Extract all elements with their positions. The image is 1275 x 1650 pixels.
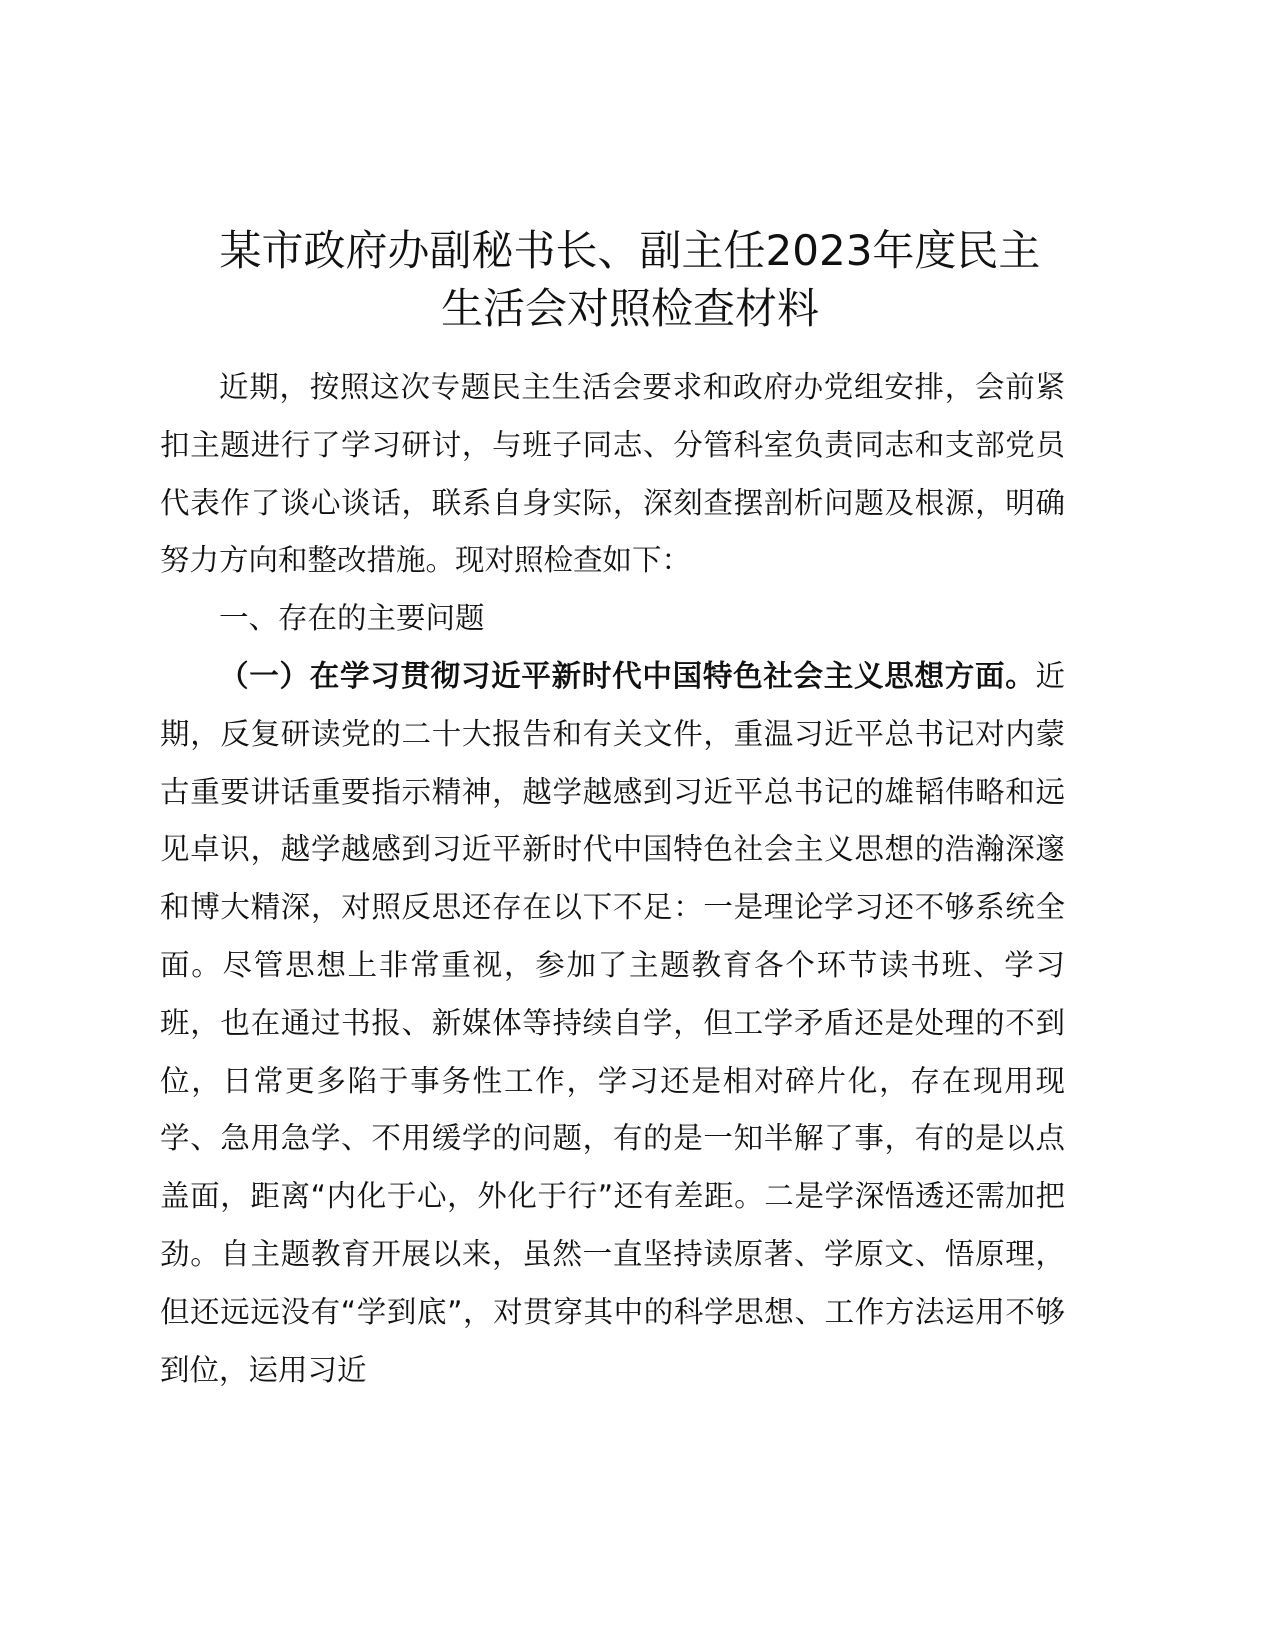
title-line-2: 生活会对照检查材料	[440, 284, 819, 333]
intro-paragraph: 近期，按照这次专题民主生活会要求和政府办党组安排，会前紧扣主题进行了学习研讨，与班子同志、分管科室负责同志和支部党员代表作了谈心谈话，联系自身实际，深刻查摆剖析问题及根源，明确努力方向和整改措施。现对照检查如下：	[160, 370, 1065, 578]
document-body	[160, 359, 1065, 1399]
section-heading: 一、存在的主要问题	[219, 601, 485, 636]
subsection-paragraph	[160, 648, 1065, 1399]
title-line-1: 某市政府办副秘书长、副主任2023年度民主	[219, 226, 1041, 275]
subsection-heading: （一）在学习贯彻习近平新时代中国特色社会主义思想方面。	[219, 658, 1036, 693]
document-title	[140, 222, 1120, 338]
subsection-body: 近期，反复研读党的二十大报告和有关文件，重温习近平总书记对内蒙古重要讲话重要指示精神，越学越感到习近平总书记的雄韬伟略和远见卓识，越学越感到习近平新时代中国特色社会主义思想的浩瀚深邃和博大精深，对照反思还存在以下不足：一是理论学习还不够系统全面。尽管思想上非常重视，参加了主题教育各个环节读书班、学习班，也在通过书报、新媒体等持续自学，但工学矛盾还是处理的不到位，日常更多陷于事务性工作，学习还是相对碎片化，存在现用现学、急用急学、不用缓学的问题，有的是一知半解了事，有的是以点盖面，距离“内化于心，外化于行”还有差距。二是学深悟透还需加把劲。自主题教育开展以来，虽然一直坚持读原著、学原文、悟原理，但还远远没有“学到底”，对贯穿其中的科学思想、工作方法运用不够到位，运用习近	[160, 658, 1065, 1387]
